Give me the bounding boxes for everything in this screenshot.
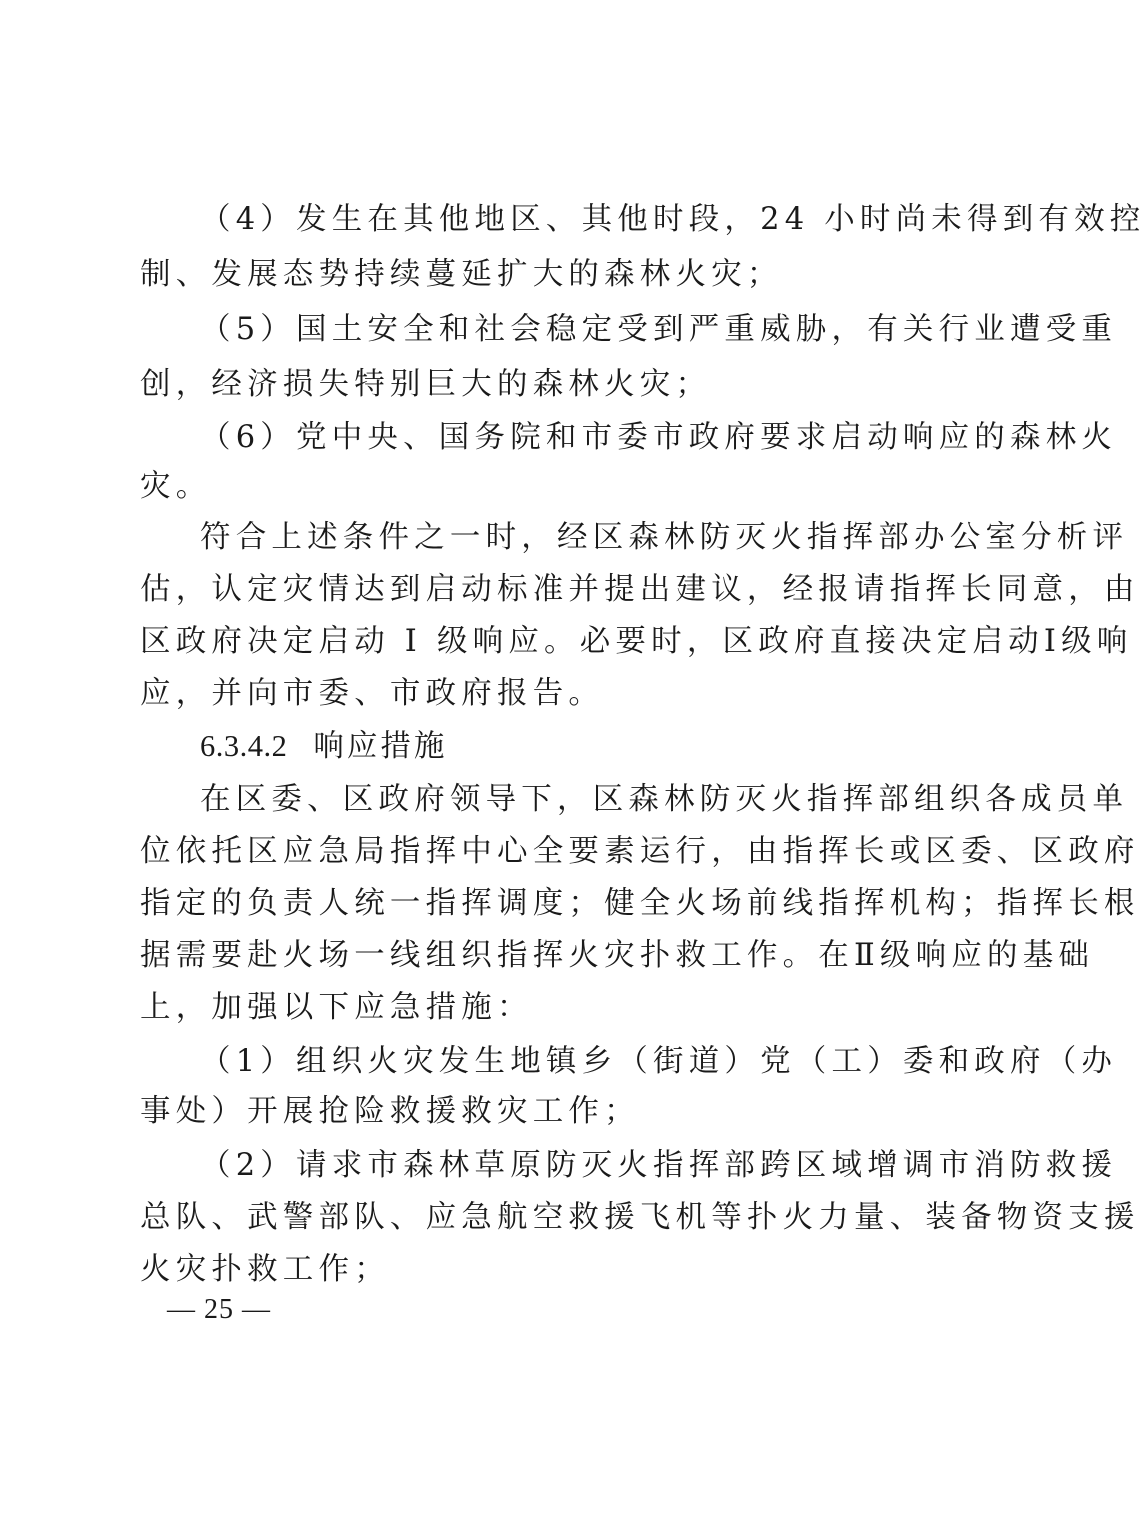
paragraph-line: 指定的负责人统一指挥调度；健全火场前线指挥机构；指挥长根 <box>140 886 1140 921</box>
paragraph-line: 创，经济损失特别巨大的森林火灾； <box>140 367 712 402</box>
section-heading-number: 6.3.4.2 <box>200 729 288 763</box>
paragraph-line: 符合上述条件之一时，经区森林防灭火指挥部办公室分析评 <box>200 520 1129 555</box>
paragraph-line: 事处）开展抢险救援救灾工作； <box>140 1094 640 1129</box>
paragraph-line: 位依托区应急局指挥中心全要素运行，由指挥长或区委、区政府 <box>140 834 1140 869</box>
paragraph-line: 据需要赴火场一线组织指挥火灾扑救工作。在Ⅱ级响应的基础 <box>140 938 1095 973</box>
paragraph-line: 火灾扑救工作； <box>140 1252 390 1287</box>
paragraph-line: （6）党中央、国务院和市委市政府要求启动响应的森林火 <box>200 420 1118 455</box>
paragraph-line: 制、发展态势持续蔓延扩大的森林火灾； <box>140 257 783 292</box>
paragraph-line: 估，认定灾情达到启动标准并提出建议，经报请指挥长同意，由 <box>140 572 1140 607</box>
paragraph-line: 灾。 <box>140 469 212 504</box>
paragraph-line: （2）请求市森林草原防灭火指挥部跨区域增调市消防救援 <box>200 1148 1118 1183</box>
paragraph-line: 在区委、区政府领导下，区森林防灭火指挥部组织各成员单 <box>200 782 1129 817</box>
section-heading-title: 响应措施 <box>313 729 448 764</box>
section-heading <box>200 726 940 766</box>
paragraph-line: 总队、武警部队、应急航空救援飞机等扑火力量、装备物资支援 <box>140 1200 1140 1235</box>
paragraph-line: 上，加强以下应急措施： <box>140 990 533 1025</box>
paragraph-line: （4）发生在其他地区、其他时段，24 小时尚未得到有效控 <box>200 202 1146 237</box>
paragraph-line: （5）国土安全和社会稳定受到严重威胁，有关行业遭受重 <box>200 312 1118 347</box>
paragraph-line: 应，并向市委、市政府报告。 <box>140 676 605 711</box>
page-number: — 25 — <box>167 1294 271 1325</box>
paragraph-line: 区政府决定启动 I 级响应。必要时，区政府直接决定启动Ⅰ级响 <box>140 624 1133 659</box>
paragraph-line: （1）组织火灾发生地镇乡（街道）党（工）委和政府（办 <box>200 1044 1118 1079</box>
